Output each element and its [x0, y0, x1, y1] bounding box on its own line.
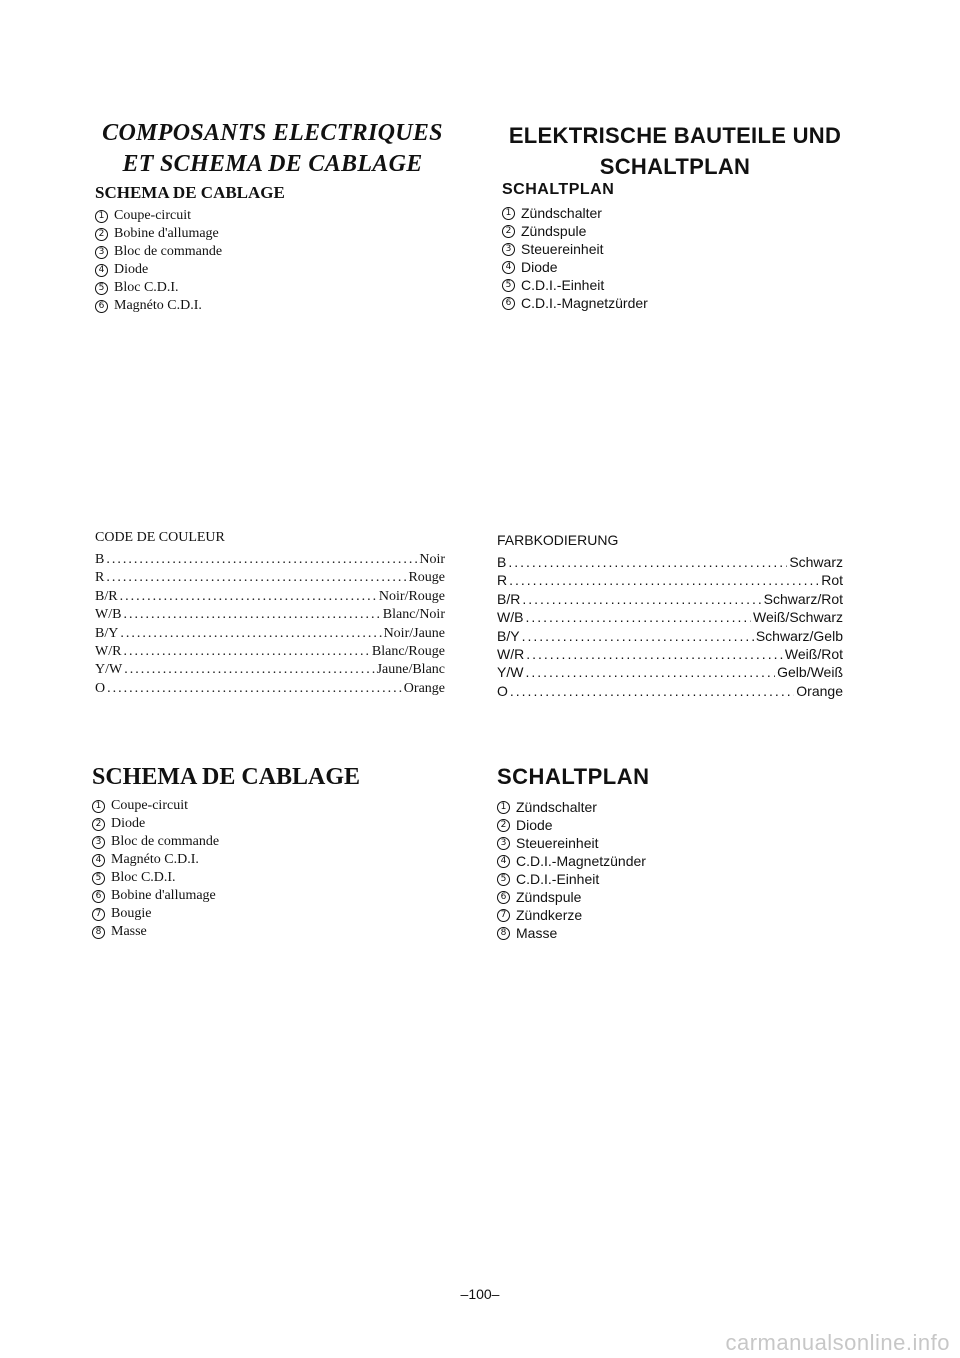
- color-name: Blanc/Rouge: [371, 644, 445, 660]
- color-code: R: [95, 570, 105, 586]
- list-item: [502, 222, 852, 240]
- item-label: Magnéto C.D.I.: [111, 852, 199, 867]
- item-label: Bloc de commande: [111, 834, 220, 849]
- watermark: carmanualsonline.info: [725, 1330, 950, 1355]
- color-code: O: [95, 680, 106, 696]
- color-name: Weiß/Schwarz: [753, 609, 843, 626]
- dot-leader: [525, 608, 751, 626]
- circled-number: 6: [92, 890, 105, 903]
- list-item: [497, 870, 857, 888]
- item-label: Zündspule: [521, 223, 587, 239]
- de-main-title-line1: ELEKTRISCHE BAUTEILE UND: [508, 123, 842, 148]
- color-name: Rot: [821, 572, 843, 589]
- list-item: [92, 869, 452, 887]
- color-code-row: [95, 661, 445, 679]
- de-color-code-title: FARBKODIERUNG: [497, 532, 619, 548]
- dot-leader: [120, 588, 377, 606]
- color-code-row: [497, 645, 843, 663]
- circled-number: 3: [497, 837, 510, 850]
- circled-number: 1: [497, 801, 510, 814]
- list-item: [497, 924, 857, 942]
- color-name: Orange: [403, 680, 445, 696]
- color-code: W/R: [95, 644, 122, 660]
- item-label: Coupe-circuit: [111, 798, 188, 813]
- item-label: C.D.I.-Magnetzünder: [516, 853, 646, 869]
- list-item: [95, 243, 455, 261]
- list-item: [92, 923, 452, 941]
- color-code: B: [497, 554, 507, 570]
- item-label: Zündspule: [516, 889, 582, 905]
- item-label: Diode: [516, 817, 553, 833]
- de-section2-list: [497, 798, 857, 942]
- dot-leader: [525, 663, 775, 681]
- list-item: [497, 906, 857, 924]
- list-item: [92, 815, 452, 833]
- item-label: Bloc de commande: [114, 244, 223, 259]
- color-code: B/R: [497, 590, 521, 607]
- list-item: [502, 294, 852, 312]
- color-name: Orange: [796, 682, 843, 699]
- fr-header-block: [90, 118, 455, 180]
- color-code-row: [95, 569, 445, 587]
- de-section1-list: [502, 204, 852, 312]
- item-label: Bougie: [111, 906, 152, 921]
- circled-number: 2: [95, 228, 108, 241]
- color-code-row: [497, 663, 843, 681]
- de-section2: [497, 764, 857, 942]
- color-code: B/R: [95, 588, 118, 604]
- list-item: [502, 240, 852, 258]
- item-label: Diode: [114, 262, 149, 277]
- dot-leader: [123, 606, 380, 624]
- item-label: Steuereinheit: [516, 835, 599, 851]
- de-section1: [502, 181, 852, 312]
- item-label: Coupe-circuit: [114, 208, 191, 223]
- color-name: Schwarz/Gelb: [755, 627, 843, 644]
- color-name: Schwarz: [789, 554, 843, 570]
- item-label: C.D.I.-Magnetzürder: [521, 295, 648, 311]
- item-label: C.D.I.-Einheit: [516, 871, 600, 887]
- list-item: [497, 834, 857, 852]
- list-item: [95, 225, 455, 243]
- list-item: [92, 887, 452, 905]
- item-label: Bobine d'allumage: [114, 226, 219, 241]
- circled-number: 2: [92, 818, 105, 831]
- item-label: Steuereinheit: [521, 241, 604, 257]
- dot-leader: [526, 645, 783, 663]
- list-item: [92, 905, 452, 923]
- list-item: [95, 261, 455, 279]
- color-code: Y/W: [497, 664, 524, 681]
- color-code-row: [497, 627, 843, 645]
- page-number: –100–: [460, 1286, 500, 1302]
- circled-number: 2: [497, 819, 510, 832]
- de-main-title-line2: SCHALTPLAN: [599, 154, 751, 179]
- color-code-row: [95, 551, 445, 569]
- circled-number: 5: [497, 873, 510, 886]
- dot-leader: [107, 680, 402, 698]
- item-label: Zündschalter: [521, 205, 602, 221]
- color-code: W/R: [497, 646, 525, 663]
- item-label: Bloc C.D.I.: [114, 280, 179, 295]
- item-label: Diode: [521, 259, 558, 275]
- list-item: [92, 797, 452, 815]
- color-code: B: [95, 552, 105, 567]
- circled-number: 6: [95, 300, 108, 313]
- color-code-row: [497, 608, 843, 626]
- circled-number: 4: [497, 855, 510, 868]
- circled-number: 5: [92, 872, 105, 885]
- color-code: B/Y: [497, 627, 520, 644]
- item-label: Diode: [111, 816, 146, 831]
- list-item: [497, 888, 857, 906]
- item-label: Zündkerze: [516, 907, 583, 923]
- circled-number: 3: [502, 243, 515, 256]
- de-color-code: [497, 532, 843, 700]
- circled-number: 4: [92, 854, 105, 867]
- color-code: W/B: [497, 609, 524, 626]
- item-label: Bobine d'allumage: [111, 888, 216, 903]
- fr-section1: [95, 183, 455, 315]
- circled-number: 3: [95, 246, 108, 259]
- fr-section1-list: [95, 207, 455, 315]
- circled-number: 4: [502, 261, 515, 274]
- item-label: Masse: [516, 925, 558, 941]
- list-item: [92, 851, 452, 869]
- list-item: [95, 207, 455, 225]
- dot-leader: [510, 682, 794, 700]
- circled-number: 7: [497, 909, 510, 922]
- item-label: Bloc C.D.I.: [111, 870, 176, 885]
- circled-number: 3: [92, 836, 105, 849]
- circled-number: 6: [502, 297, 515, 310]
- color-name: Schwarz/Rot: [763, 590, 843, 607]
- circled-number: 8: [497, 927, 510, 940]
- color-name: Noir/Rouge: [378, 588, 445, 604]
- circled-number: 6: [497, 891, 510, 904]
- color-name: Blanc/Noir: [382, 607, 445, 623]
- dot-leader: [106, 569, 406, 587]
- fr-color-code: [95, 530, 445, 698]
- dot-leader: [123, 643, 369, 661]
- fr-section2-list: [92, 797, 452, 941]
- dot-leader: [120, 625, 381, 643]
- list-item: [92, 833, 452, 851]
- list-item: [502, 276, 852, 294]
- color-name: Noir/Jaune: [383, 625, 445, 641]
- color-code-row: [497, 590, 843, 608]
- color-code: Y/W: [95, 662, 123, 678]
- de-section2-title: SCHALTPLAN: [497, 764, 650, 789]
- de-header-block: [490, 120, 860, 182]
- color-code: B/Y: [95, 625, 119, 641]
- item-label: Magnéto C.D.I.: [114, 298, 202, 313]
- fr-main-title-line1: COMPOSANTS ELECTRIQUES: [102, 120, 443, 146]
- dot-leader: [106, 551, 417, 569]
- circled-number: 7: [92, 908, 105, 921]
- circled-number: 8: [92, 926, 105, 939]
- de-section1-title: SCHALTPLAN: [502, 181, 615, 198]
- color-name: Jaune/Blanc: [376, 662, 445, 678]
- color-name: Weiß/Rot: [784, 646, 843, 663]
- item-label: C.D.I.-Einheit: [521, 277, 605, 293]
- circled-number: 5: [95, 282, 108, 295]
- color-code-row: [95, 643, 445, 661]
- circled-number: 1: [95, 210, 108, 223]
- color-code-row: [497, 682, 843, 700]
- list-item: [497, 852, 857, 870]
- list-item: [95, 279, 455, 297]
- color-code-row: [497, 553, 843, 571]
- dot-leader: [522, 590, 761, 608]
- fr-section2: [92, 764, 452, 941]
- dot-leader: [124, 661, 374, 679]
- color-code-row: [95, 625, 445, 643]
- color-code: R: [497, 572, 508, 589]
- dot-leader: [522, 627, 754, 645]
- color-code-row: [497, 571, 843, 589]
- color-name: Gelb/Weiß: [777, 664, 843, 681]
- circled-number: 5: [502, 279, 515, 292]
- list-item: [95, 297, 455, 315]
- circled-number: 4: [95, 264, 108, 277]
- list-item: [502, 204, 852, 222]
- fr-color-code-title: CODE DE COULEUR: [95, 530, 225, 545]
- list-item: [502, 258, 852, 276]
- color-code-row: [95, 588, 445, 606]
- color-code: O: [497, 682, 508, 699]
- color-name: Noir: [419, 552, 445, 567]
- item-label: Zündschalter: [516, 799, 597, 815]
- color-code: W/B: [95, 607, 122, 623]
- fr-section2-title: SCHEMA DE CABLAGE: [92, 764, 361, 790]
- dot-leader: [508, 553, 787, 571]
- dot-leader: [509, 571, 819, 589]
- list-item: [497, 816, 857, 834]
- item-label: Masse: [111, 924, 147, 939]
- list-item: [497, 798, 857, 816]
- fr-section1-title: SCHEMA DE CABLAGE: [95, 183, 285, 202]
- circled-number: 1: [92, 800, 105, 813]
- color-code-row: [95, 680, 445, 698]
- fr-main-title-line2: ET SCHEMA DE CABLAGE: [122, 151, 423, 177]
- circled-number: 1: [502, 207, 515, 220]
- circled-number: 2: [502, 225, 515, 238]
- color-code-row: [95, 606, 445, 624]
- color-name: Rouge: [408, 570, 445, 586]
